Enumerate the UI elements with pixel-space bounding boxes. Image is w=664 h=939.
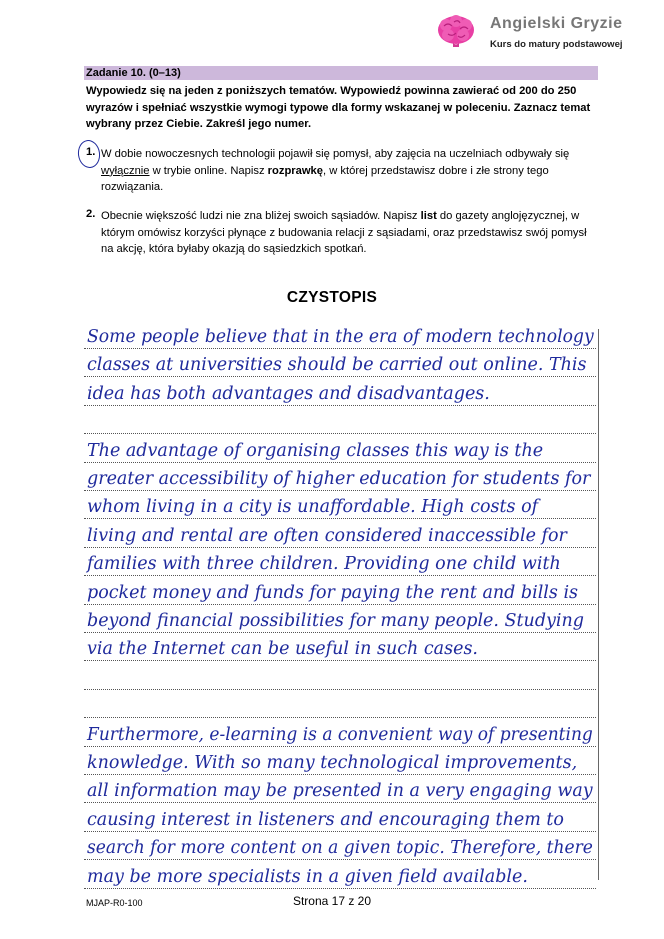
- essay-line: beyond financial possibilities for many people. Studying: [87, 611, 584, 631]
- essay-line: classes at universities should be carried out online. This: [87, 355, 587, 376]
- topic-2-text-part: Obecnie większość ludzi nie zna bliżej swoich sąsiadów. Napisz: [101, 210, 421, 222]
- ruled-line: [84, 462, 596, 463]
- ruled-line: [84, 575, 596, 576]
- ruled-line: [84, 689, 596, 690]
- essay-line: may be more specialists in a given field available.: [87, 866, 528, 887]
- ruled-line: [84, 746, 596, 747]
- essay-line: whom living in a city is unaffordable. High costs of: [87, 497, 539, 518]
- brand-title: Angielski Gryzie: [490, 15, 623, 32]
- essay-line: greater accessibility of higher education for students for: [87, 469, 591, 489]
- essay-line: search for more content on a given topic. Therefore, there: [87, 838, 593, 859]
- ruled-line: [84, 405, 596, 406]
- topic-2-form: list: [420, 210, 437, 222]
- ruled-line: [84, 774, 596, 775]
- section-title: CZYSTOPIS: [286, 289, 378, 306]
- topic-2-text-part: do gazety anglojęzycznej, w którym omówisz korzyści płynące z budowania relacji z sąsiadami, oraz przedstawisz swój pomysł na akcję, która byłaby okazją do sąsiedzkich spotkań.: [101, 210, 587, 255]
- brand-subtitle: Kurs do matury podstawowej: [490, 39, 623, 50]
- ruled-line: [84, 660, 596, 661]
- topic-1-text-part: W dobie nowoczesnych technologii pojawił się pomysł, aby zajęcia na uczelniach odbywały się: [101, 148, 570, 160]
- page-number: Strona 17 z 20: [292, 894, 372, 908]
- ruled-line: [84, 717, 596, 718]
- ruled-line: [84, 632, 596, 633]
- essay-line: Some people believe that in the era of modern technology: [87, 327, 594, 347]
- essay-line: knowledge. With so many technological improvements,: [87, 753, 578, 773]
- topic-1-number[interactable]: 1.: [86, 146, 96, 158]
- essay-line: The advantage of organising classes this way is the: [87, 440, 544, 461]
- topic-1-emphasis-only: wyłącznie: [101, 164, 150, 177]
- essay-line: families with three children. Providing one child with: [87, 554, 561, 575]
- ruled-line: [84, 490, 596, 491]
- essay-line: idea has both advantages and disadvantages.: [87, 383, 490, 404]
- task-instructions: Wypowiedz się na jeden z poniższych tematów. Wypowiedź powinna zawierać od 200 do 250 wyrazów i spełniać wszystkie wymogi typowe dla formy wskazanej w poleceniu. Zaznacz temat wybrany przez Ciebie. Zakreśl jego numer.: [86, 85, 591, 130]
- essay-line: all information may be presented in a very engaging way: [87, 781, 593, 802]
- ruled-line: [84, 604, 596, 605]
- essay-line: pocket money and funds for paying the rent and bills is: [87, 582, 579, 603]
- topic-1-form: rozprawkę: [267, 164, 323, 177]
- task-title: Zadanie 10. (0–13): [86, 67, 181, 79]
- ruled-line: [84, 433, 596, 434]
- ruled-line: [84, 518, 596, 519]
- ruled-line: [84, 888, 596, 889]
- essay-line: causing interest in listeners and encouraging them to: [87, 809, 564, 830]
- brain-icon: [436, 14, 476, 48]
- topic-1-text-part: w trybie online. Napisz: [149, 164, 268, 177]
- essay-line: via the Internet can be useful in such cases.: [87, 639, 478, 660]
- ruled-line: [84, 547, 596, 548]
- ruled-line: [84, 348, 596, 349]
- essay-line: Furthermore, e-learning is a convenient way of presenting: [87, 724, 593, 745]
- topic-2-number[interactable]: 2.: [86, 208, 96, 220]
- topic-1-text-part: , w której przedstawisz dobre i złe strony tego rozwiązania.: [101, 164, 549, 193]
- margin-line: [598, 329, 599, 880]
- ruled-line: [84, 831, 596, 832]
- ruled-line: [84, 376, 596, 377]
- footer-code: MJAP-R0-100: [86, 898, 143, 908]
- ruled-line: [84, 802, 596, 803]
- topic-2-text: [101, 208, 601, 258]
- topic-1-text: [101, 146, 601, 196]
- essay-line: living and rental are often considered inaccessible for: [87, 525, 567, 546]
- ruled-line: [84, 859, 596, 860]
